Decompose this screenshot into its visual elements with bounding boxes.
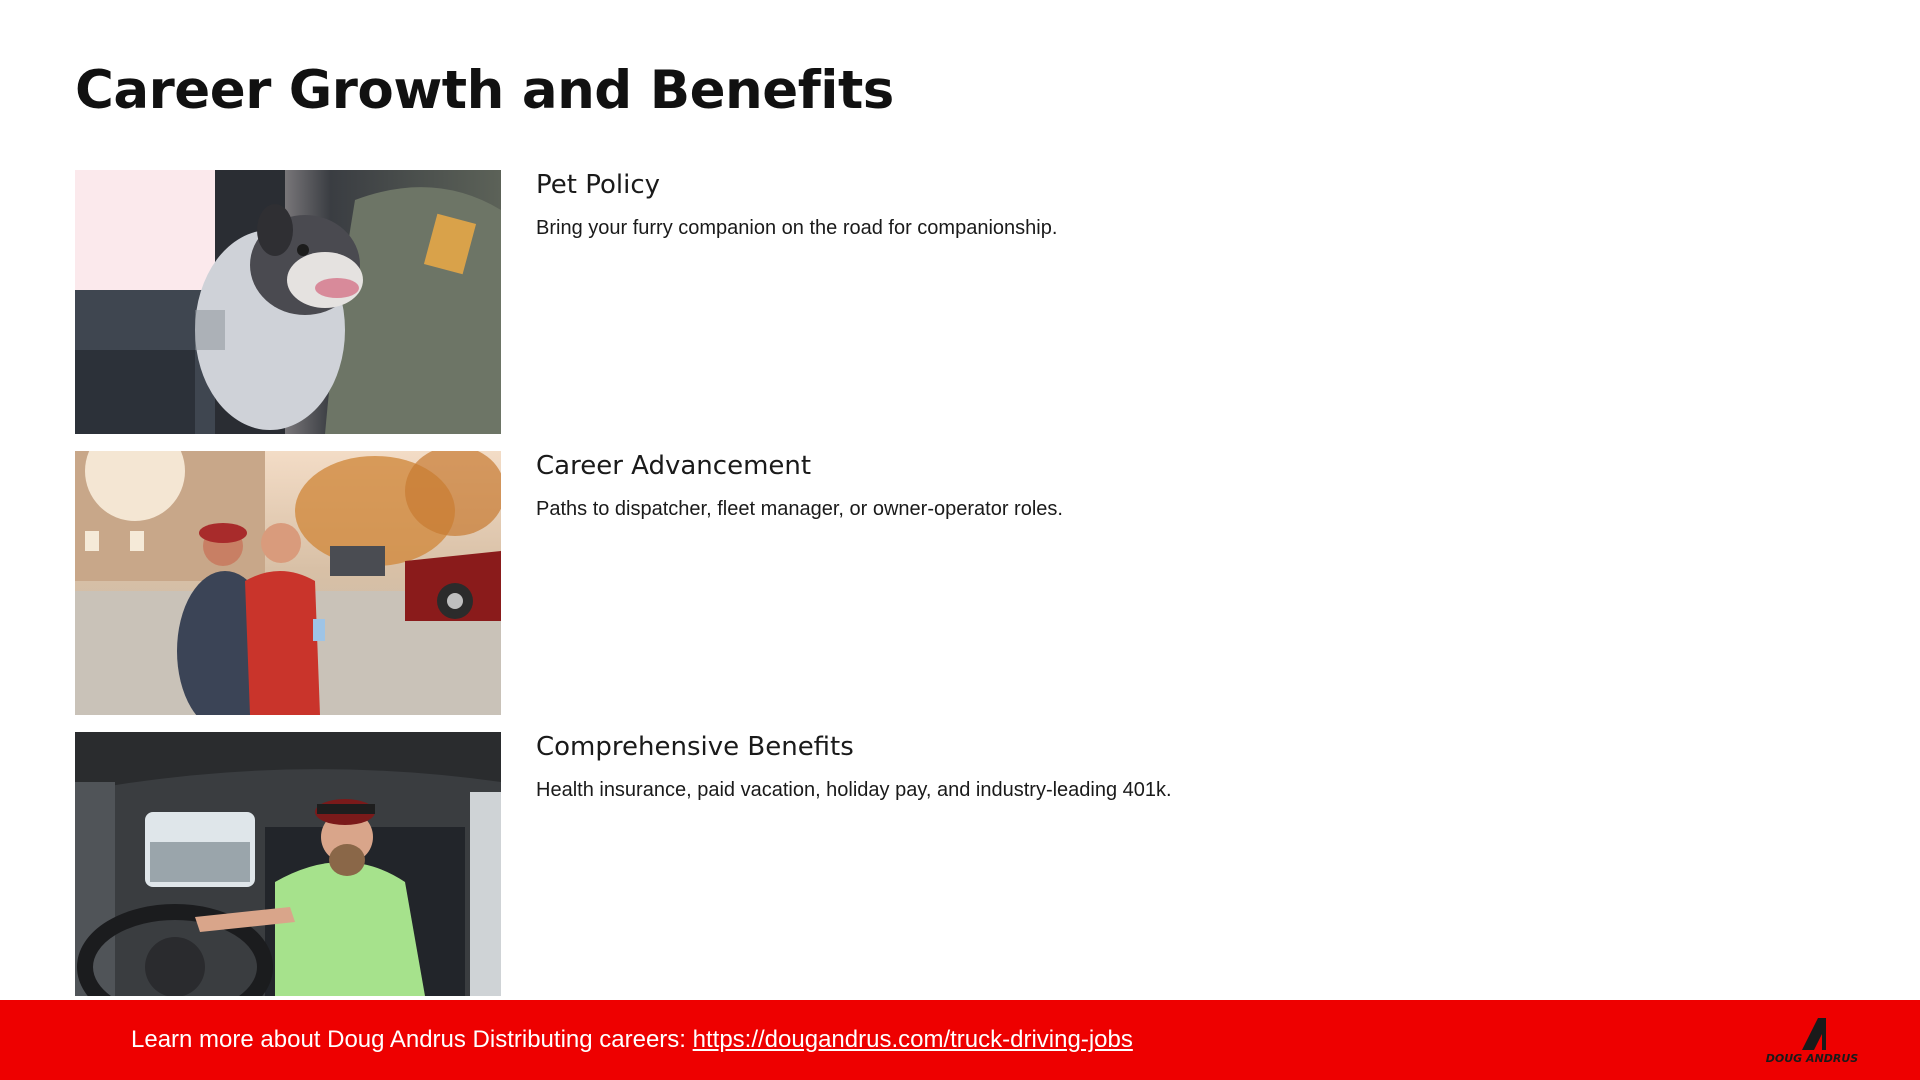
- footer-banner: [0, 1000, 1920, 1080]
- item-description: Paths to dispatcher, fleet manager, or owner-operator roles.: [536, 498, 1063, 520]
- page-title: Career Growth and Benefits: [75, 60, 894, 121]
- driver-in-cab-photo: [75, 732, 501, 996]
- logo-wordmark: DOUG ANDRUS: [1765, 1052, 1859, 1065]
- footer-text: [131, 1026, 1133, 1054]
- careers-link[interactable]: https://dougandrus.com/truck-driving-jobs: [692, 1026, 1133, 1053]
- item-heading: Career Advancement: [536, 451, 812, 481]
- list-item: [75, 451, 1855, 715]
- list-item: [75, 170, 1855, 434]
- footer-prefix: Learn more about Doug Andrus Distributing careers:: [131, 1026, 693, 1053]
- drivers-talking-in-lot-photo: [75, 451, 501, 715]
- item-description: Health insurance, paid vacation, holiday pay, and industry-leading 401k.: [536, 779, 1172, 801]
- dog-in-truck-cab-photo: [75, 170, 501, 434]
- item-description: Bring your furry companion on the road for companionship.: [536, 217, 1058, 239]
- item-heading: Comprehensive Benefits: [536, 732, 854, 762]
- list-item: [75, 732, 1855, 996]
- doug-andrus-logo: [1754, 1014, 1870, 1068]
- item-heading: Pet Policy: [536, 170, 660, 200]
